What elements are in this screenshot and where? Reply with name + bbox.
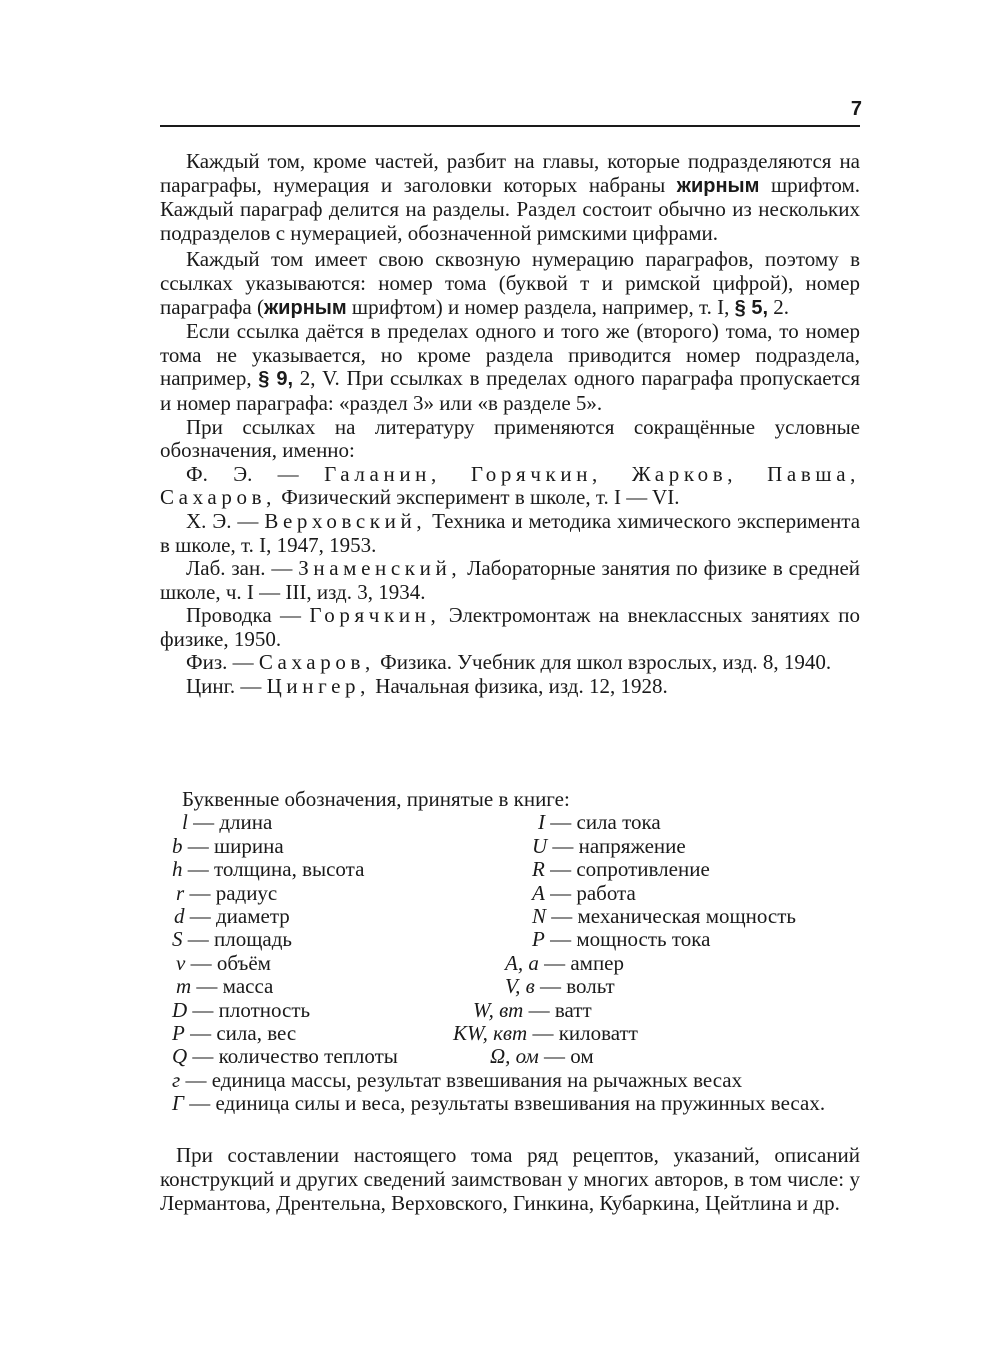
legend-entry-left [182, 811, 272, 834]
legend-desc: — длина [193, 810, 273, 835]
legend-entry-left [172, 999, 310, 1022]
legend-intro-row [160, 788, 860, 811]
legend-symbol: Ω, ом [490, 1044, 539, 1069]
reference-authors: Цингер, [266, 674, 371, 699]
legend-desc: — вольт [540, 974, 615, 999]
bold-word: жирным [264, 296, 347, 319]
legend-desc: — количество теплоты [192, 1044, 398, 1069]
bold-word: жирным [676, 174, 760, 197]
legend-desc: — объём [190, 950, 271, 975]
legend-symbol: W, вт [473, 997, 524, 1022]
reference-title: Электромонтаж на внеклассных занятиях по физике, 1950. [160, 603, 861, 651]
reference-title: Физический эксперимент в школе, т. I — VI. [281, 485, 680, 510]
paragraph-text: При ссылках на литературу применяются сокращённые условные обозначения, именно: [160, 414, 860, 463]
legend-desc: — ом [544, 1044, 594, 1069]
legend-symbol: N [532, 903, 547, 928]
legend-symbol: D [172, 997, 188, 1022]
legend-desc: — сопротивление [550, 857, 710, 882]
legend-desc: — единица силы и веса, результаты взвешивания на пружинных весах. [189, 1091, 826, 1116]
legend-symbol: l [182, 810, 188, 835]
legend-wide-row [160, 1092, 860, 1115]
legend-symbol: A, a [505, 950, 539, 975]
legend-symbol: S [172, 927, 183, 952]
reference-abbr: Ф. Э. — [186, 461, 299, 486]
legend-symbol: Г [172, 1091, 184, 1116]
legend-entry-right [532, 928, 710, 951]
legend-entry-right [505, 975, 615, 998]
legend-entry-left [174, 905, 290, 928]
paragraph-text: Каждый том имеет свою сквозную нумерацию параграфов, поэтому в ссылках указываются: номер тома (буквой т и римской цифрой), номер параграфа ( [160, 247, 860, 319]
paragraph-same-volume [160, 320, 860, 415]
legend-row [160, 882, 860, 905]
paragraph-text: 2, V. При ссылках в пределах одного параграфа пропускается и номер параграфа: «раздел 3» или «в разделе 5». [160, 366, 861, 415]
reference-authors: Знаменский, [298, 556, 462, 581]
reference-authors: Галанин, Горячкин, Жарков, Павша, Сахаров, [160, 461, 860, 510]
legend-symbol: I [538, 810, 545, 835]
reference-item [160, 651, 860, 675]
legend-row [160, 905, 860, 928]
legend-wide-row [160, 1069, 860, 1092]
legend-symbol: r [176, 880, 185, 905]
legend-symbol: R [532, 857, 545, 882]
legend-desc: — масса [196, 974, 274, 999]
legend-row [160, 811, 860, 834]
legend-desc: — механическая мощность [551, 903, 797, 928]
paragraph-literature [160, 416, 860, 463]
legend-entry-right [490, 1045, 594, 1068]
bold-section-ref: § 5, [734, 296, 769, 319]
header-rule [160, 125, 860, 127]
closing-text: При составлении настоящего тома ряд рецептов, указаний, описаний конструкций и других сведений заимствован у многих авторов, в том числе: у Лермантова, Дрентельна, Верховского, Гинкина, Кубаркина, Цейтлина и др. [160, 1143, 860, 1215]
legend-symbol: г [172, 1067, 181, 1092]
legend-entry-right [453, 1022, 638, 1045]
legend-wide-entry [172, 1092, 849, 1115]
page-number: 7 [850, 98, 862, 120]
reference-abbr: Лаб. зан. — [186, 556, 293, 581]
legend-desc: — мощность тока [550, 927, 711, 952]
legend-desc: — напряжение [552, 833, 686, 858]
reference-authors: Верховский, [264, 508, 427, 533]
legend-desc: — толщина, высота [187, 857, 365, 882]
legend-symbol: P [172, 1020, 185, 1045]
legend-row [160, 928, 860, 951]
legend-entry-left [176, 882, 277, 905]
reference-abbr: Проводка — [186, 603, 302, 628]
legend-row [160, 999, 860, 1022]
reference-abbr: Цинг. — [186, 674, 262, 699]
symbol-legend [160, 788, 860, 1115]
legend-row [160, 835, 860, 858]
legend-entry-right [532, 858, 710, 881]
legend-desc: — ампер [544, 950, 624, 975]
legend-row [160, 952, 860, 975]
legend-entry-right [473, 999, 592, 1022]
paragraph-text: шрифтом) и номер раздела, например, т. I, [351, 294, 730, 319]
reference-item [160, 463, 860, 510]
legend-entry-right [538, 811, 661, 834]
reference-title: Техника и методика химического эксперимента в школе, т. I, 1947, 1953. [160, 508, 861, 557]
reference-item [160, 604, 860, 651]
legend-row [160, 858, 860, 881]
legend-symbol: h [172, 857, 183, 882]
legend-desc: — диаметр [189, 903, 290, 928]
body-text [160, 150, 860, 699]
reference-item [160, 510, 860, 557]
paragraph-text: шрифтом. Каждый параграф делится на разделы. Раздел состоит обычно из нескольких подразделов с нумерацией, обозначенной римскими цифрами. [160, 172, 861, 245]
reference-title: Физика. Учебник для школ взрослых, изд. 8, 1940. [380, 650, 832, 675]
legend-entry-right [532, 882, 636, 905]
legend-symbol: d [174, 903, 185, 928]
legend-symbol: v [176, 950, 186, 975]
legend-desc: — сила, вес [190, 1020, 297, 1045]
legend-symbol: KW, квт [453, 1020, 528, 1045]
legend-symbol: U [532, 833, 548, 858]
legend-symbol: m [176, 974, 192, 999]
bold-section-ref: § 9, [258, 368, 294, 391]
legend-desc: — сила тока [550, 810, 661, 835]
reference-abbr: Х. Э. — [186, 508, 259, 533]
legend-entry-left [176, 975, 273, 998]
legend-row [160, 1045, 860, 1068]
legend-desc: — площадь [187, 927, 292, 952]
legend-entry-left [172, 1045, 398, 1068]
legend-desc: — ватт [528, 997, 592, 1022]
legend-intro: Буквенные обозначения, принятые в книге: [182, 787, 570, 811]
reference-authors: Сахаров, [258, 650, 375, 675]
legend-entry-right [532, 835, 686, 858]
legend-symbol: V, в [505, 974, 535, 999]
reference-title: Лабораторные занятия по физике в средней школе, ч. I — III, изд. 3, 1934. [160, 556, 861, 604]
legend-wide-entry [172, 1069, 742, 1092]
legend-entry-left [172, 835, 284, 858]
legend-entry-left [172, 1022, 296, 1045]
legend-entry-left [172, 858, 364, 881]
paragraph-text: Каждый том, кроме частей, разбит на главы, которые подразделяются на параграфы, нумерация и заголовки которых набраны [160, 149, 860, 197]
legend-desc: — работа [550, 880, 636, 905]
legend-symbol: b [172, 833, 183, 858]
legend-desc: — ширина [187, 833, 284, 858]
legend-desc: — единица массы, результат взвешивания на рычажных весах [185, 1067, 743, 1092]
legend-row [160, 975, 860, 998]
reference-authors: Горячкин, [309, 603, 441, 628]
reference-abbr: Физ. — [186, 650, 254, 675]
reference-item [160, 557, 860, 604]
legend-row [160, 1022, 860, 1045]
legend-desc: — плотность [192, 997, 311, 1022]
legend-desc: — киловатт [532, 1020, 638, 1045]
legend-rows [160, 811, 860, 1068]
paragraph-volume-structure [160, 150, 860, 245]
reference-title: Начальная физика, изд. 12, 1928. [375, 674, 668, 699]
paragraph-numbering [160, 248, 860, 320]
legend-entry-left [176, 952, 271, 975]
legend-symbol: Q [172, 1044, 188, 1069]
legend-entry-right [505, 952, 624, 975]
legend-entry-right [532, 905, 796, 928]
closing-paragraph [160, 1144, 860, 1215]
legend-entry-left [172, 928, 292, 951]
paragraph-text: Если ссылка даётся в пределах одного и того же (второго) тома, то номер тома не указывается, но кроме раздела приводится номер подраздела, например, [160, 319, 860, 391]
legend-desc: — радиус [189, 880, 278, 905]
reference-item [160, 675, 860, 699]
paragraph-text: 2. [773, 294, 790, 319]
legend-symbol: A [532, 880, 545, 905]
legend-symbol: P [532, 927, 545, 952]
